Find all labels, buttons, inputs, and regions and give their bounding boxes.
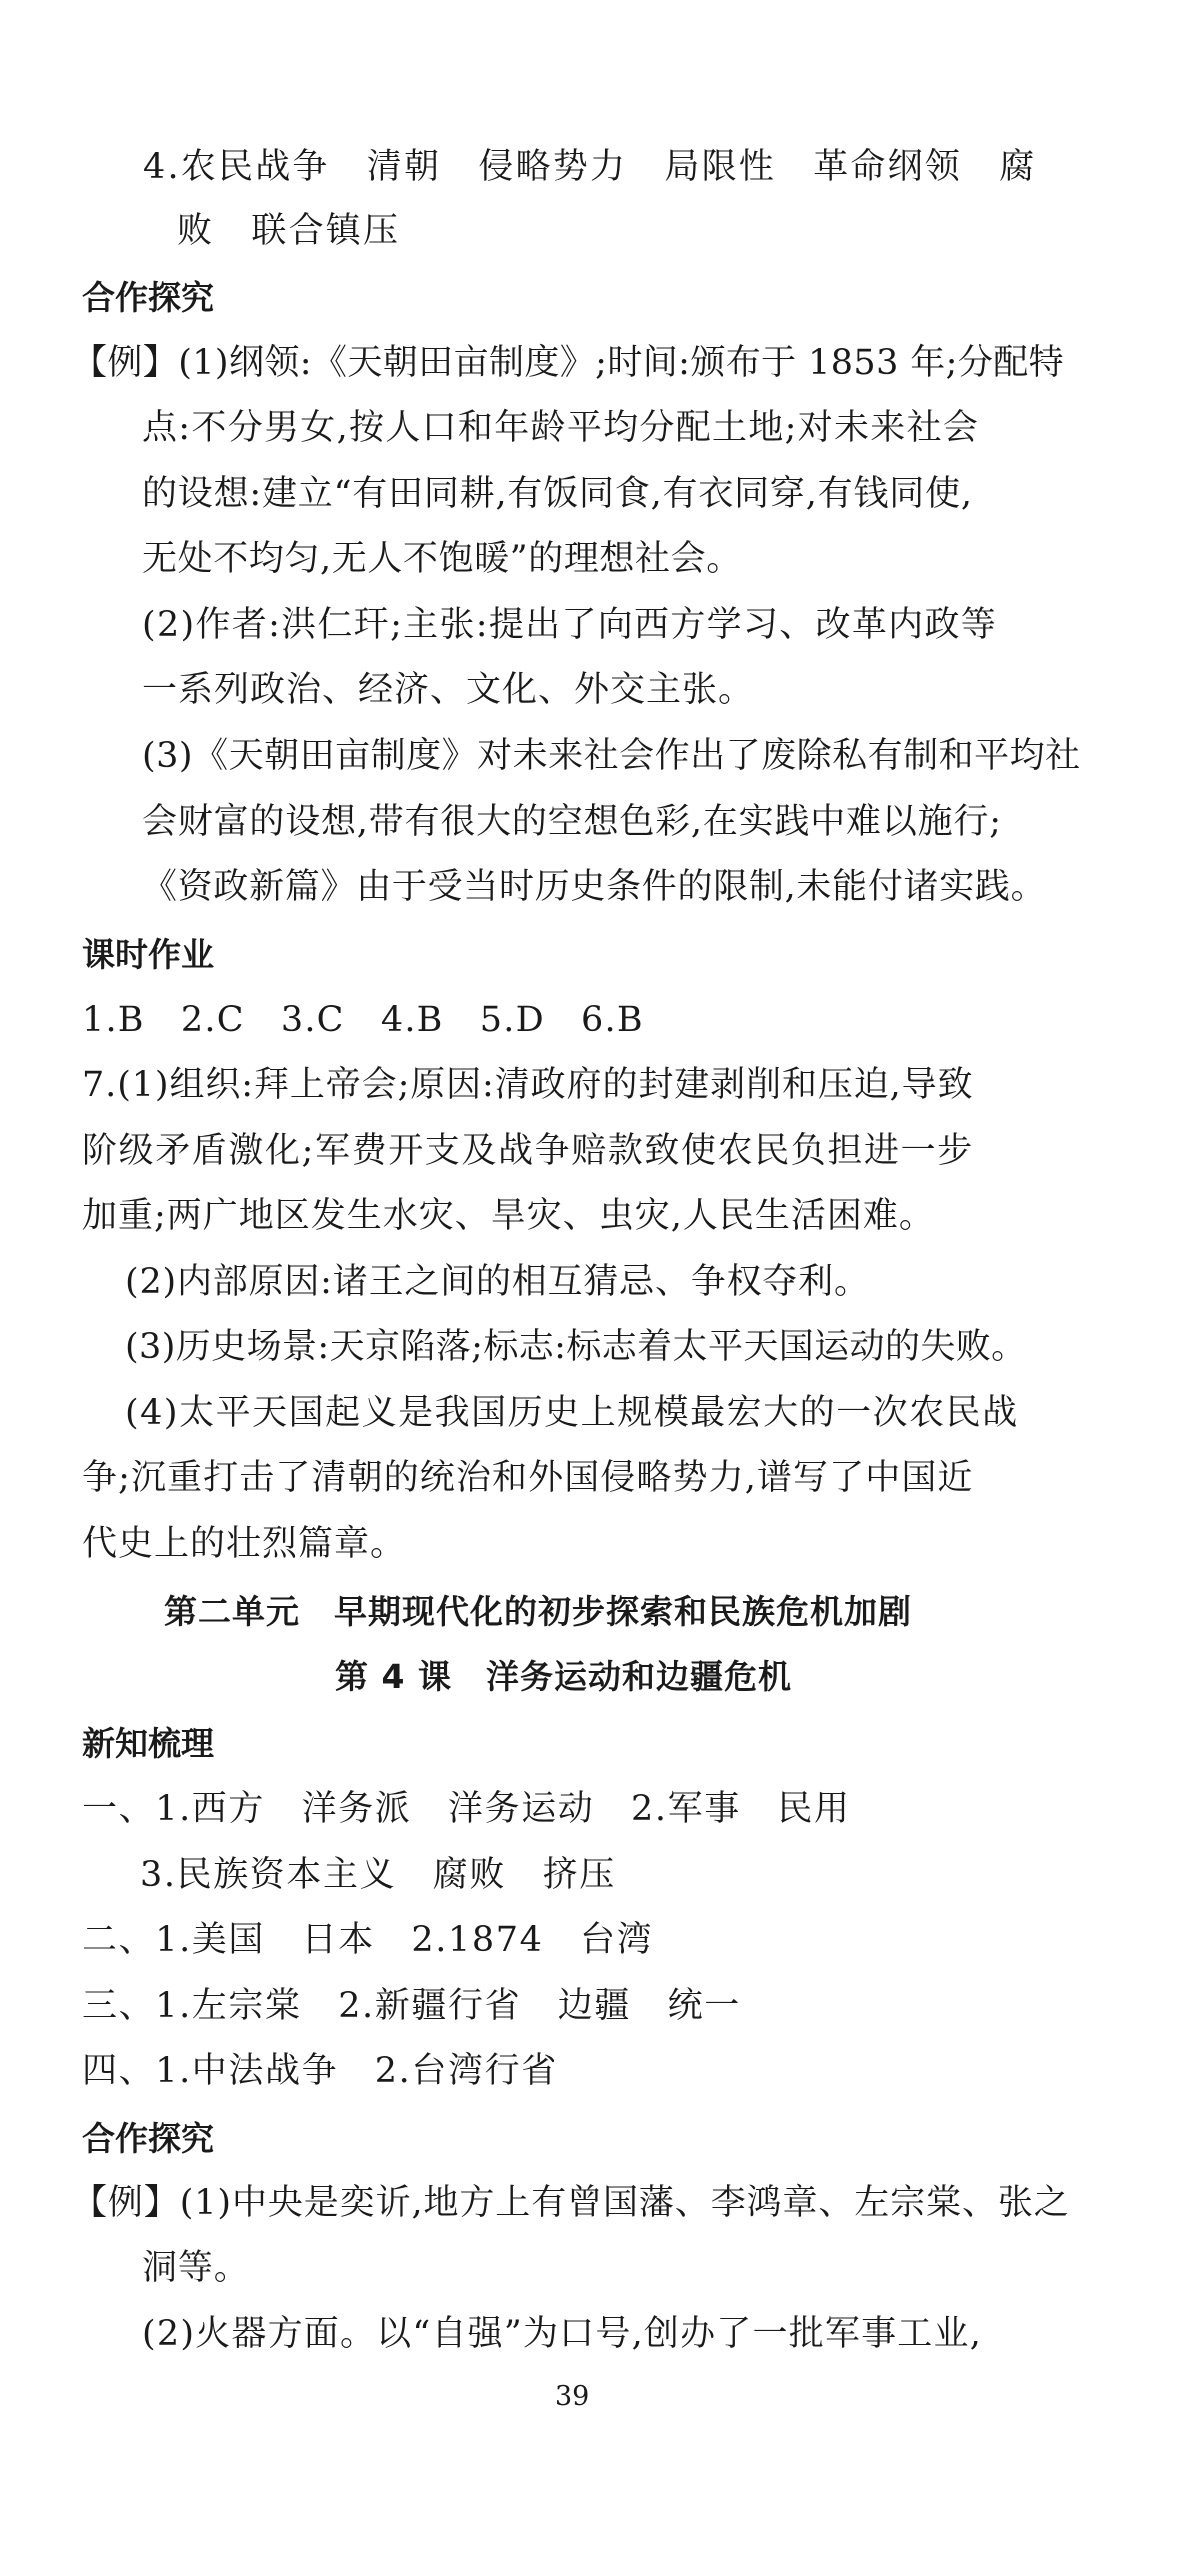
answer-line: 一、1.西方 洋务派 洋务运动 2.军事 民用 [82, 1789, 851, 1829]
section-heading: 课时作业 [82, 935, 214, 974]
answer-line: 阶级矛盾激化;军费开支及战争赔款致使农民负担进一步 [82, 1131, 974, 1171]
answer-line: 3.民族资本主义 腐败 挤压 [140, 1855, 616, 1895]
answer-line: 的设想:建立“有田同耕,有饭同食,有衣同穿,有钱同使, [142, 474, 973, 514]
answer-line: 4.农民战争 清朝 侵略势力 局限性 革命纲领 腐 [143, 147, 1037, 187]
section-heading: 合作探究 [82, 2119, 214, 2158]
answer-line: (2)作者:洪仁玕;主张:提出了向西方学习、改革内政等 [142, 605, 998, 645]
answer-line: 【例】(1)纲领:《天朝田亩制度》;时间:颁布于 1853 年;分配特 [72, 343, 1065, 383]
section-heading: 合作探究 [82, 278, 214, 317]
answer-line: (2)火器方面。以“自强”为口号,创办了一批军事工业, [142, 2314, 983, 2354]
answer-line: 7.(1)组织:拜上帝会;原因:清政府的封建剥削和压迫,导致 [82, 1065, 974, 1105]
answer-line: 代史上的壮烈篇章。 [82, 1524, 407, 1564]
answer-line: 争;沉重打击了清朝的统治和外国侵略势力,谱写了中国近 [82, 1458, 974, 1498]
answer-line: 二、1.美国 日本 2.1874 台湾 [82, 1920, 654, 1960]
answer-line: 《资政新篇》由于受当时历史条件的限制,未能付诸实践。 [142, 867, 1047, 907]
unit-title: 第二单元 早期现代化的初步探索和民族危机加剧 [164, 1592, 912, 1631]
answer-line: 洞等。 [142, 2248, 250, 2288]
answer-line: 加重;两广地区发生水灾、旱灾、虫灾,人民生活困难。 [82, 1196, 935, 1236]
answer-line: 【例】(1)中央是奕䜣,地方上有曾国藩、李鸿章、左宗棠、张之 [72, 2183, 1070, 2223]
answer-line: 一系列政治、经济、文化、外交主张。 [142, 670, 755, 710]
answer-line: 四、1.中法战争 2.台湾行省 [82, 2051, 558, 2091]
answer-line: 无处不均匀,无人不饱暖”的理想社会。 [142, 539, 742, 579]
answer-line: 败 联合镇压 [177, 211, 401, 251]
answer-line: 点:不分男女,按人口和年龄平均分配土地;对未来社会 [142, 408, 980, 448]
answer-line: 三、1.左宗棠 2.新疆行省 边疆 统一 [82, 1986, 741, 2026]
answer-line: (4)太平天国起义是我国历史上规模最宏大的一次农民战 [125, 1393, 1019, 1433]
section-heading: 新知梳理 [82, 1724, 214, 1763]
answer-line: (2)内部原因:诸王之间的相互猜忌、争权夺利。 [125, 1262, 870, 1302]
lesson-title: 第 4 课 洋务运动和边疆危机 [335, 1657, 792, 1696]
answer-line: 1.B 2.C 3.C 4.B 5.D 6.B [82, 1000, 644, 1040]
answer-line: 会财富的设想,带有很大的空想色彩,在实践中难以施行; [142, 802, 1002, 842]
page-number: 39 [555, 2381, 590, 2412]
answer-line: (3)历史场景:天京陷落;标志:标志着太平天国运动的失败。 [125, 1327, 1027, 1367]
answer-line: (3)《天朝田亩制度》对未来社会作出了废除私有制和平均社 [142, 736, 1081, 776]
